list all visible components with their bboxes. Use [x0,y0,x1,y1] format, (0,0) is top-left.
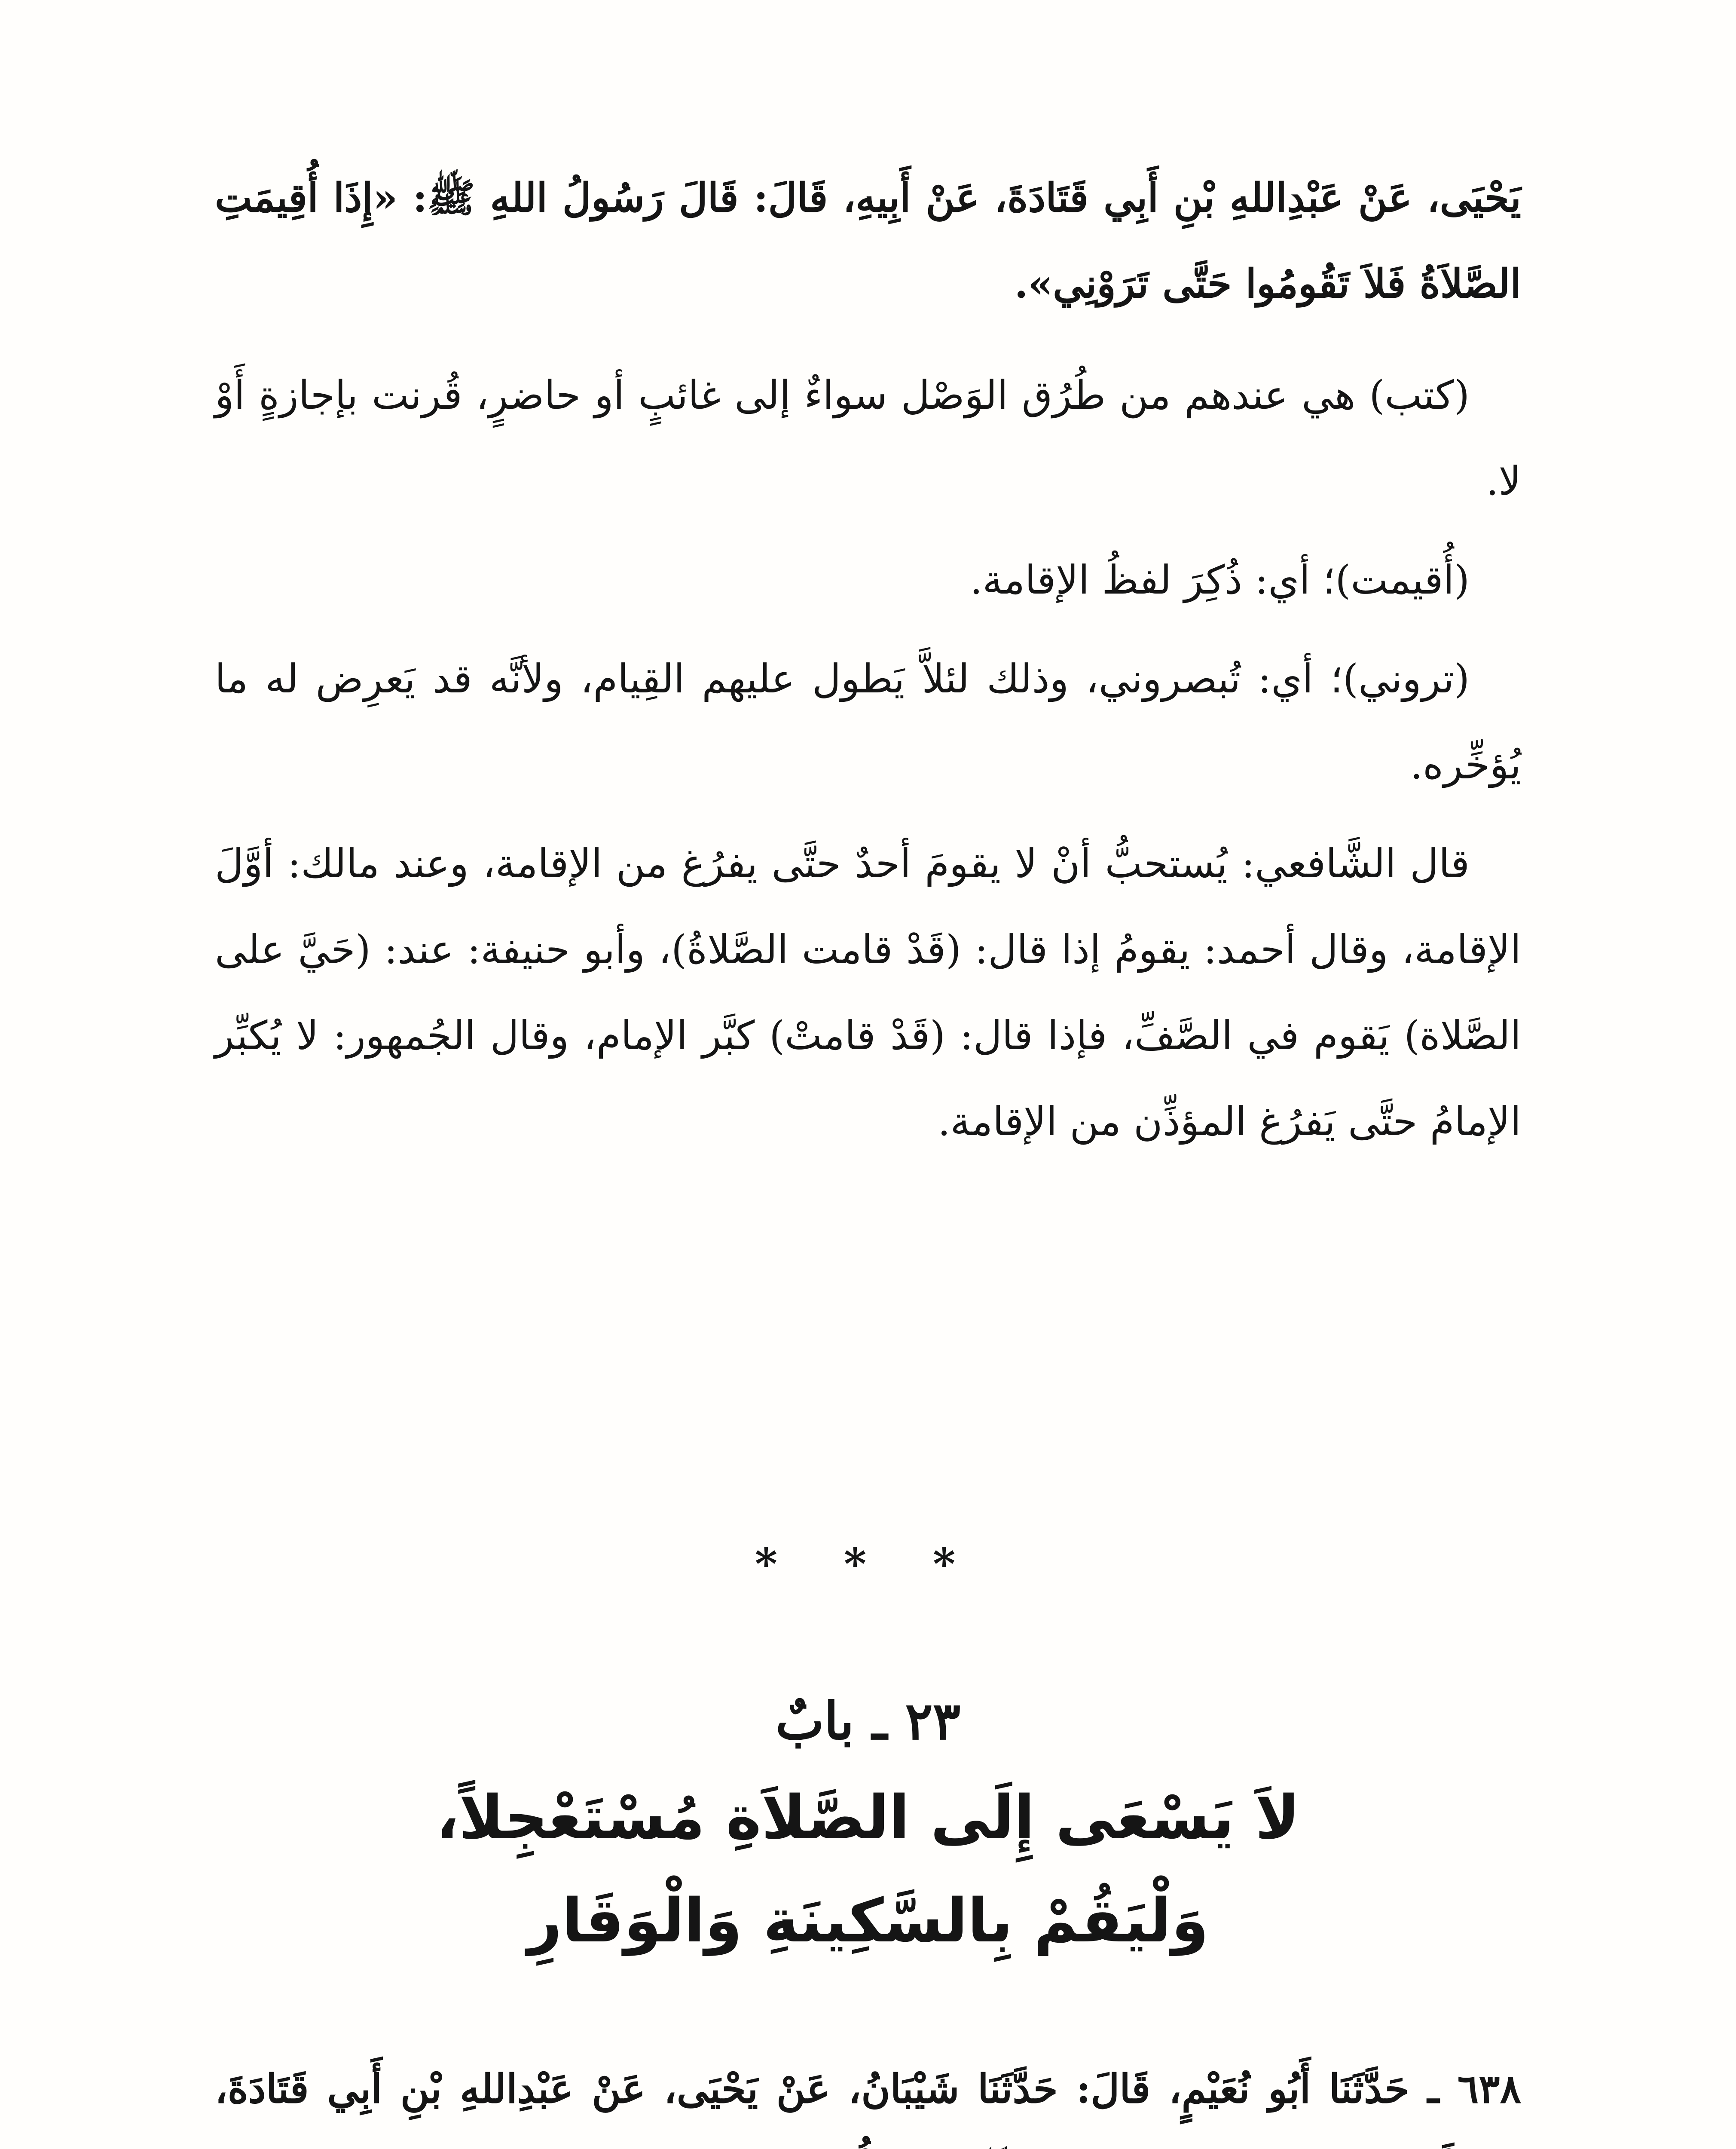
commentary-kutub: (كتب) هي عندهم من طُرُق الوَصْل سواءٌ إلى غائبٍ أو حاضرٍ، قُرنت بإجازةٍ أَوْ لا. [215,372,1521,504]
hadith-638-text: ٦٣٨ ـ حَدَّثَنَا أَبُو نُعَيْمٍ، قَالَ: حَدَّثَنَا شَيْبَانُ، عَنْ يَحْيَى، عَنْ عَبْدِاللهِ بْنِ أَبِي قَتَادَةَ، [215,2066,1521,2112]
chapter-title-line-1: لاَ يَسْعَى إِلَى الصَّلاَةِ مُسْتَعْجِلاً، [436,1783,1300,1853]
commentary-madhahib: قال الشَّافعي: يُستحبُّ أنْ لا يقومَ أحدٌ حتَّى يفرُغ من الإقامة، وعند مالك: أوَّلَ الإقامة، وقال أحمد: يقومُ إذا قال: (قَدْ قامت الصَّلاةُ)، وأبو حنيفة: عند: (حَيَّ على الصَّلاة) يَقوم في الصَّفِّ، فإذا قال: (قَدْ قامتْ) كبَّر الإمام، وقال الجُمهور: لا يُكبِّر الإمامُ حتَّى يَفرُغ المؤذِّن من الإقامة. [215,841,1521,1145]
section-separator: * * * [755,1539,981,1589]
hadith-bottom [215,2046,1521,2149]
chapter-heading [215,1676,1521,1973]
chapter-number: ٢٣ ـ بابٌ [775,1691,961,1751]
chapter-title-line-2: وَلْيَقُمْ بِالسَّكِينَةِ وَالْوَقَارِ [527,1886,1209,1956]
commentary-tarawni: (تروني)؛ أي: تُبصروني، وذلك لئلاَّ يَطول عليهم القِيام، ولأنَّه قد يَعرِض له ما يُؤخِّره. [215,656,1521,788]
main-text [215,155,1521,1165]
hadith-top-text: يَحْيَى، عَنْ عَبْدِاللهِ بْنِ أَبِي قَتَادَةَ، عَنْ أَبِيهِ، قَالَ: قَالَ رَسُولُ اللهِ ﷺ: «إِذَا أُقِيمَتِ الصَّلاَةُ فَلاَ تَقُومُوا حَتَّى تَرَوْنِي». [215,174,1521,307]
commentary-uqimat: (أُقيمت)؛ أي: ذُكِرَ لفظُ الإقامة. [970,557,1470,603]
